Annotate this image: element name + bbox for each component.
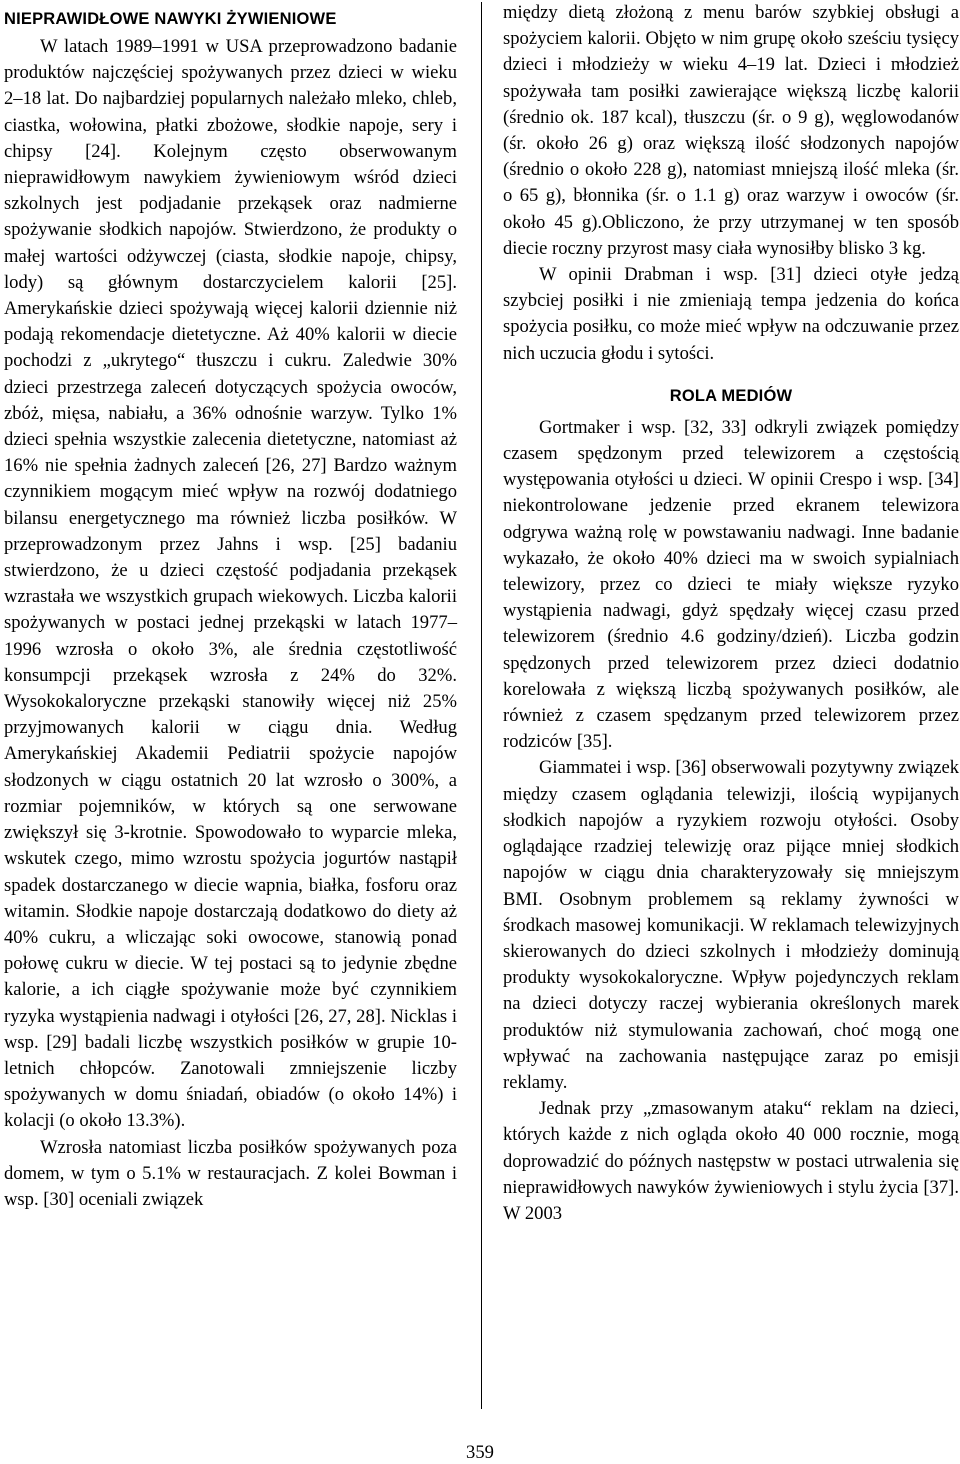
body-paragraph: Wzrosła natomiast liczba posiłków spożywanych poza domem, w tym o 5.1% w restauracjach. Z kolei Bowman i wsp. [30] oceniali związek xyxy=(4,1136,457,1210)
column-divider xyxy=(481,2,482,1409)
page-number: 359 xyxy=(466,1442,494,1463)
body-paragraph: W opinii Drabman i wsp. [31] dzieci otyłe jedzą szybciej posiłki i nie zmieniają tempa jedzenia do końca spożycia posiłku, co może mieć wpływ na odczuwanie przez nich uczucia głodu i sytości. xyxy=(503,264,959,364)
section-heading-nutrition-habits: NIEPRAWIDŁOWE NAWYKI ŻYWIENIOWE xyxy=(4,10,337,28)
body-paragraph: Jednak przy „zmasowanym ataku“ reklam na dzieci, których każde z nich ogląda około 40 000 rocznie, mogą doprowadzić do późnych następstw w postaci utrwalenia się nieprawidłowych nawyków żywieniowych i stylu życia [37]. W 2003 xyxy=(503,1098,959,1224)
body-paragraph-continuation: między dietą złożoną z menu barów szybkiej obsługi a spożyciem kalorii. Objęto w nim grupę około sześciu tysięcy dzieci i młodzieży w wieku 4–19 lat. Dzieci i młodzież spożywała tam posiłki zawierające większą liczbę kalorii (średnio ok. 187 kcal), tłuszczu (śr. o 9 g), węglowodanów (śr. około 26 g) oraz większą ilość słodzonych napojów (średnio o około 228 g), natomiast mniejszą ilość mleka (śr. o 65 g), błonnika (śr. o 1.1 g) oraz warzyw i owoców (śr. około 45 g).Obliczono, że przy utrzymanej w ten sposób diecie roczny przyrost masy ciała wynosiłby blisko 3 kg. xyxy=(503,2,959,259)
body-paragraph: Gortmaker i wsp. [32, 33] odkryli związek pomiędzy czasem spędzonym przed telewizorem a częstością występowania otyłości u dzieci. W opinii Crespo i wsp. [34] niekontrolowane jedzenie przed ekranem telewizora odgrywa ważną rolę w powstawaniu nadwagi. Inne badanie wykazało, że około 40% dzieci ma w swoich sypialniach telewizory, przez co dzieci te miały większe ryzyko wystąpienia nadwagi, gdyż spędzały więcej czasu przed telewizorem (średnio 4.6 godziny/dzień). Liczba godzin spędzonych przed telewizorem przez dzieci dodatnio korelowała z większą liczbą spożywanych posiłków, ale również z czasem spędzanym przed telewizorem przez rodziców [35]. xyxy=(503,416,959,753)
section-heading-media-role: ROLA MEDIÓW xyxy=(669,386,793,405)
body-paragraph: Giammatei i wsp. [36] obserwowali pozytywny związek między czasem oglądania telewizji, ilością wypijanych słodkich napojów a ryzykiem rozwoju otyłości. Osoby oglądające rzadziej telewizję oraz pijące mniej słodkich napojów w ciągu dnia charakteryzowały się mniejszym BMI. Osobnym problemem są reklamy żywności w środkach masowej komunikacji. W reklamach telewizyjnych skierowanych do dzieci szkolnych i młodzieży dominują produkty wysokokaloryczne. Wpływ pojedynczych reklam na dzieci dotyczy raczej wybierania określonych marek produktów niż stymulowania zachowań, choć mogą one wpływać na zachowania następujące zaraz po emisji reklamy. xyxy=(503,757,959,1093)
left-column xyxy=(4,0,457,1213)
body-paragraph: W latach 1989–1991 w USA przeprowadzono badanie produktów najczęściej spożywanych przez dzieci w wieku 2–18 lat. Do najbardziej popularnych należało mleko, chleb, ciastka, wołowina, płatki zbożowe, słodkie napoje, sery i chipsy [24]. Kolejnym często obserwowanym nieprawidłowym nawykiem żywieniowym wśród dzieci szkolnych jest podjadanie przekąsek oraz nadmierne spożywanie słodkich napojów. Stwierdzono, że produkty o małej wartości odżywczej (ciasta, słodkie napoje, chipsy, lody) są głównym dostarczycielem kalorii [25]. Amerykańskie dzieci spożywają więcej kalorii dziennie niż podają rekomendacje dietetyczne. Aż 40% kalorii w diecie pochodzi z „ukrytego“ tłuszczu i cukru. Zaledwie 30% dzieci przestrzega zaleceń dotyczących spożycia owoców, zbóż, mięsa, nabiału, a 36% odnośnie warzyw. Tylko 1% dzieci spełnia wszystkie zalecenia dietetyczne, natomiast aż 16% nie spełnia żadnych zaleceń [26, 27] Bardzo ważnym czynnikiem mogącym mieć wpływ na rozwój dodatniego bilansu energetycznego ma również liczba posiłków. W przeprowadzonym przez Jahns i wsp. [25] badaniu stwierdzono, że u dzieci częstość podjadania przekąsek wzrastała we wszystkich grupach wiekowych. Liczba kalorii spożywanych w postaci jednej przekąski w latach 1977–1996 wzrosła o około 3%, ale średnia częstotliwość konsumpcji przekąsek wzrosła z 24% do 32%. Wysokokaloryczne przekąski stanowiły więcej niż 25% przyjmowanych kalorii w ciągu dnia. Według Amerykańskiej Akademii Pediatrii spożycie napojów słodzonych w ciągu ostatnich 20 lat wzrosło o 300%, a rozmiar pojemników, w których są one serwowane zwiększył się 3-krotnie. Spowodowało to wyparcie mleka, wskutek czego, mimo wzrostu spożycia jogurtów nastąpił spadek dostarczanego w diecie wapnia, białka, fosforu oraz witamin. Słodkie napoje dostarczają dodatkowo do diety aż 40% cukru, a wliczając soki owocowe, stanowią ponad połowę cukru w diecie. W tej postaci są to jedynie zbędne kalorie, a ich ciągłe spożywanie może być czynnikiem ryzyka wystąpienia nadwagi i otyłości [26, 27, 28]. Nicklas i wsp. [29] badali liczbę wszystkich posiłków w grupie 10-letnich chłopców. Zanotowali zmniejszenie liczby spożywanych w domu śniadań, obiadów (o około 14%) i kolacji (o około 13.3%). xyxy=(4,36,457,1132)
right-column xyxy=(503,0,959,1227)
